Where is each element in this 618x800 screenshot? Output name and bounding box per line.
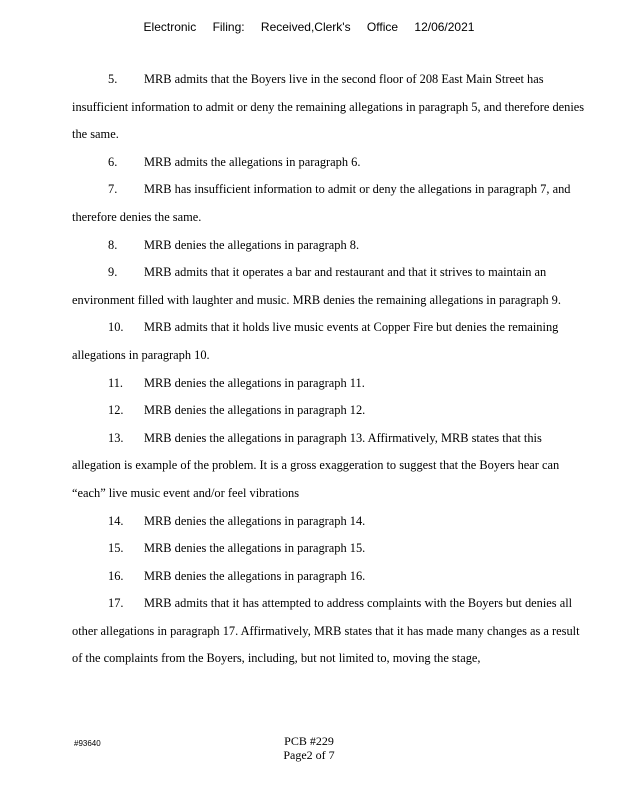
paragraph-13: [72, 425, 592, 508]
paragraph-text: MRB denies the allegations in paragraph 8.: [144, 237, 360, 252]
paragraph-8: [72, 232, 592, 260]
paragraph-9: [72, 259, 592, 314]
paragraph-text: MRB admits that it has attempted to address complaints with the Boyers but denies all other allegations in paragraph 17. Affirmatively, MRB states that it has made many changes as a result of the complaints from the Boyers, including, but not limited to, moving the stage,: [72, 596, 580, 666]
paragraph-text: MRB denies the allegations in paragraph 14.: [144, 513, 366, 528]
document-body: [72, 66, 592, 673]
paragraph-number: 8.: [108, 237, 118, 252]
paragraph-number: 10.: [108, 320, 124, 335]
paragraph-16: [72, 563, 592, 591]
paragraph-text: MRB has insufficient information to admit or deny the allegations in paragraph 7, and therefore denies the same.: [72, 182, 571, 224]
header-filing: Filing:: [212, 20, 245, 34]
document-id: #93640: [74, 739, 101, 748]
paragraph-10: [72, 314, 592, 369]
paragraph-text: MRB denies the allegations in paragraph 15.: [144, 541, 366, 556]
paragraph-17: [72, 590, 592, 673]
paragraph-5: [72, 66, 592, 149]
paragraph-15: [72, 535, 592, 563]
paragraph-number: 9.: [108, 265, 118, 280]
paragraph-text: MRB denies the allegations in paragraph 13. Affirmatively, MRB states that this allegation is example of the problem. It is a gross exaggeration to suggest that the Boyers hear can “each” live music event and/or feel vibrations: [72, 430, 560, 500]
paragraph-text: MRB denies the allegations in paragraph 12.: [144, 403, 366, 418]
paragraph-text: MRB admits that it operates a bar and restaurant and that it strives to maintain an environment filled with laughter and music. MRB denies the remaining allegations in paragraph 9.: [72, 265, 561, 307]
paragraph-number: 12.: [108, 403, 124, 418]
page-footer: [0, 734, 618, 762]
paragraph-text: MRB denies the allegations in paragraph 16.: [144, 568, 366, 583]
paragraph-text: MRB admits the allegations in paragraph 6.: [144, 154, 361, 169]
paragraph-11: [72, 370, 592, 398]
case-number: PCB #229: [284, 734, 334, 748]
paragraph-number: 15.: [108, 541, 124, 556]
paragraph-text: MRB denies the allegations in paragraph 11.: [144, 375, 365, 390]
header-office: Office: [366, 20, 399, 34]
paragraph-14: [72, 508, 592, 536]
paragraph-number: 11.: [108, 375, 124, 390]
paragraph-number: 17.: [108, 596, 124, 611]
paragraph-number: 16.: [108, 568, 124, 583]
paragraph-number: 7.: [108, 182, 118, 197]
paragraph-text: MRB admits that the Boyers live in the second floor of 208 East Main Street has insufficient information to admit or deny the remaining allegations in paragraph 5, and therefore denies the same.: [72, 72, 585, 142]
paragraph-6: [72, 149, 592, 177]
page-number: Page2 of 7: [283, 748, 335, 762]
header-electronic: Electronic: [143, 20, 197, 34]
header-date: 12/06/2021: [414, 20, 475, 34]
paragraph-12: [72, 397, 592, 425]
filing-stamp-header: [0, 20, 618, 34]
paragraph-text: MRB admits that it holds live music events at Copper Fire but denies the remaining allegations in paragraph 10.: [72, 320, 559, 362]
paragraph-number: 14.: [108, 513, 124, 528]
paragraph-number: 5.: [108, 72, 118, 86]
paragraph-number: 13.: [108, 430, 124, 445]
paragraph-number: 6.: [108, 154, 118, 169]
header-received: Received,Clerk's: [260, 20, 351, 34]
paragraph-7: [72, 176, 592, 231]
